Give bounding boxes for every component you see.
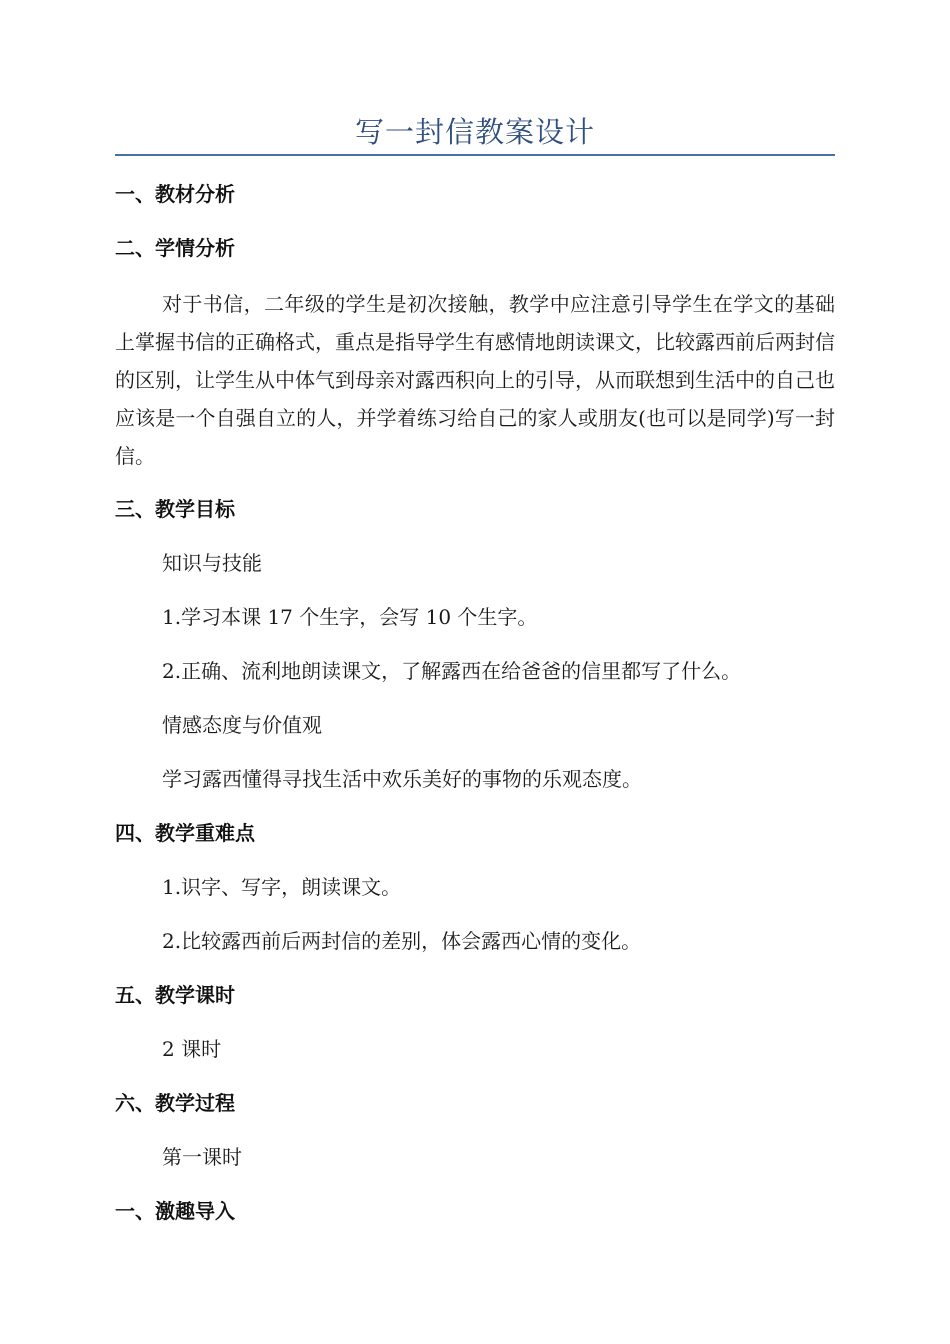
student-analysis-paragraph: 对于书信，二年级的学生是初次接触，教学中应注意引导学生在学文的基础上掌握书信的正确格式，重点是指导学生有感情地朗读课文，比较露西前后两封信的区别，让学生从中体气到母亲对露西积向上的引导，从而联想到生活中的自己也应该是一个自强自立的人，并学着练习给自己的家人或朋友(也可以是同学)写一封信。 xyxy=(115,292,835,468)
title-underline xyxy=(115,154,835,156)
section-heading-introduction: 一、激趣导入 xyxy=(115,1199,235,1223)
section-heading-key-points: 四、教学重难点 xyxy=(115,821,255,845)
key-point-item-1: 1.识字、写字，朗读课文。 xyxy=(162,875,402,899)
goal-item-3: 学习露西懂得寻找生活中欢乐美好的事物的乐观态度。 xyxy=(162,767,642,791)
section-heading-teaching-goals: 三、教学目标 xyxy=(115,497,235,521)
goal-item-1: 1.学习本课 17 个生字，会写 10 个生字。 xyxy=(162,605,538,629)
first-lesson-label: 第一课时 xyxy=(162,1145,242,1169)
subheading-emotion-values: 情感态度与价值观 xyxy=(162,713,322,737)
section-heading-teaching-process: 六、教学过程 xyxy=(115,1091,235,1115)
subheading-knowledge-skills: 知识与技能 xyxy=(162,551,262,575)
section-heading-textbook-analysis: 一、教材分析 xyxy=(115,182,235,206)
goal-item-2: 2.正确、流利地朗读课文，了解露西在给爸爸的信里都写了什么。 xyxy=(162,659,742,683)
key-point-item-2: 2.比较露西前后两封信的差别，体会露西心情的变化。 xyxy=(162,929,642,953)
class-hours-value: 2 课时 xyxy=(162,1037,222,1061)
document-title: 写一封信教案设计 xyxy=(354,115,595,149)
section-heading-class-hours: 五、教学课时 xyxy=(115,983,235,1007)
section-heading-student-analysis: 二、学情分析 xyxy=(115,236,235,260)
